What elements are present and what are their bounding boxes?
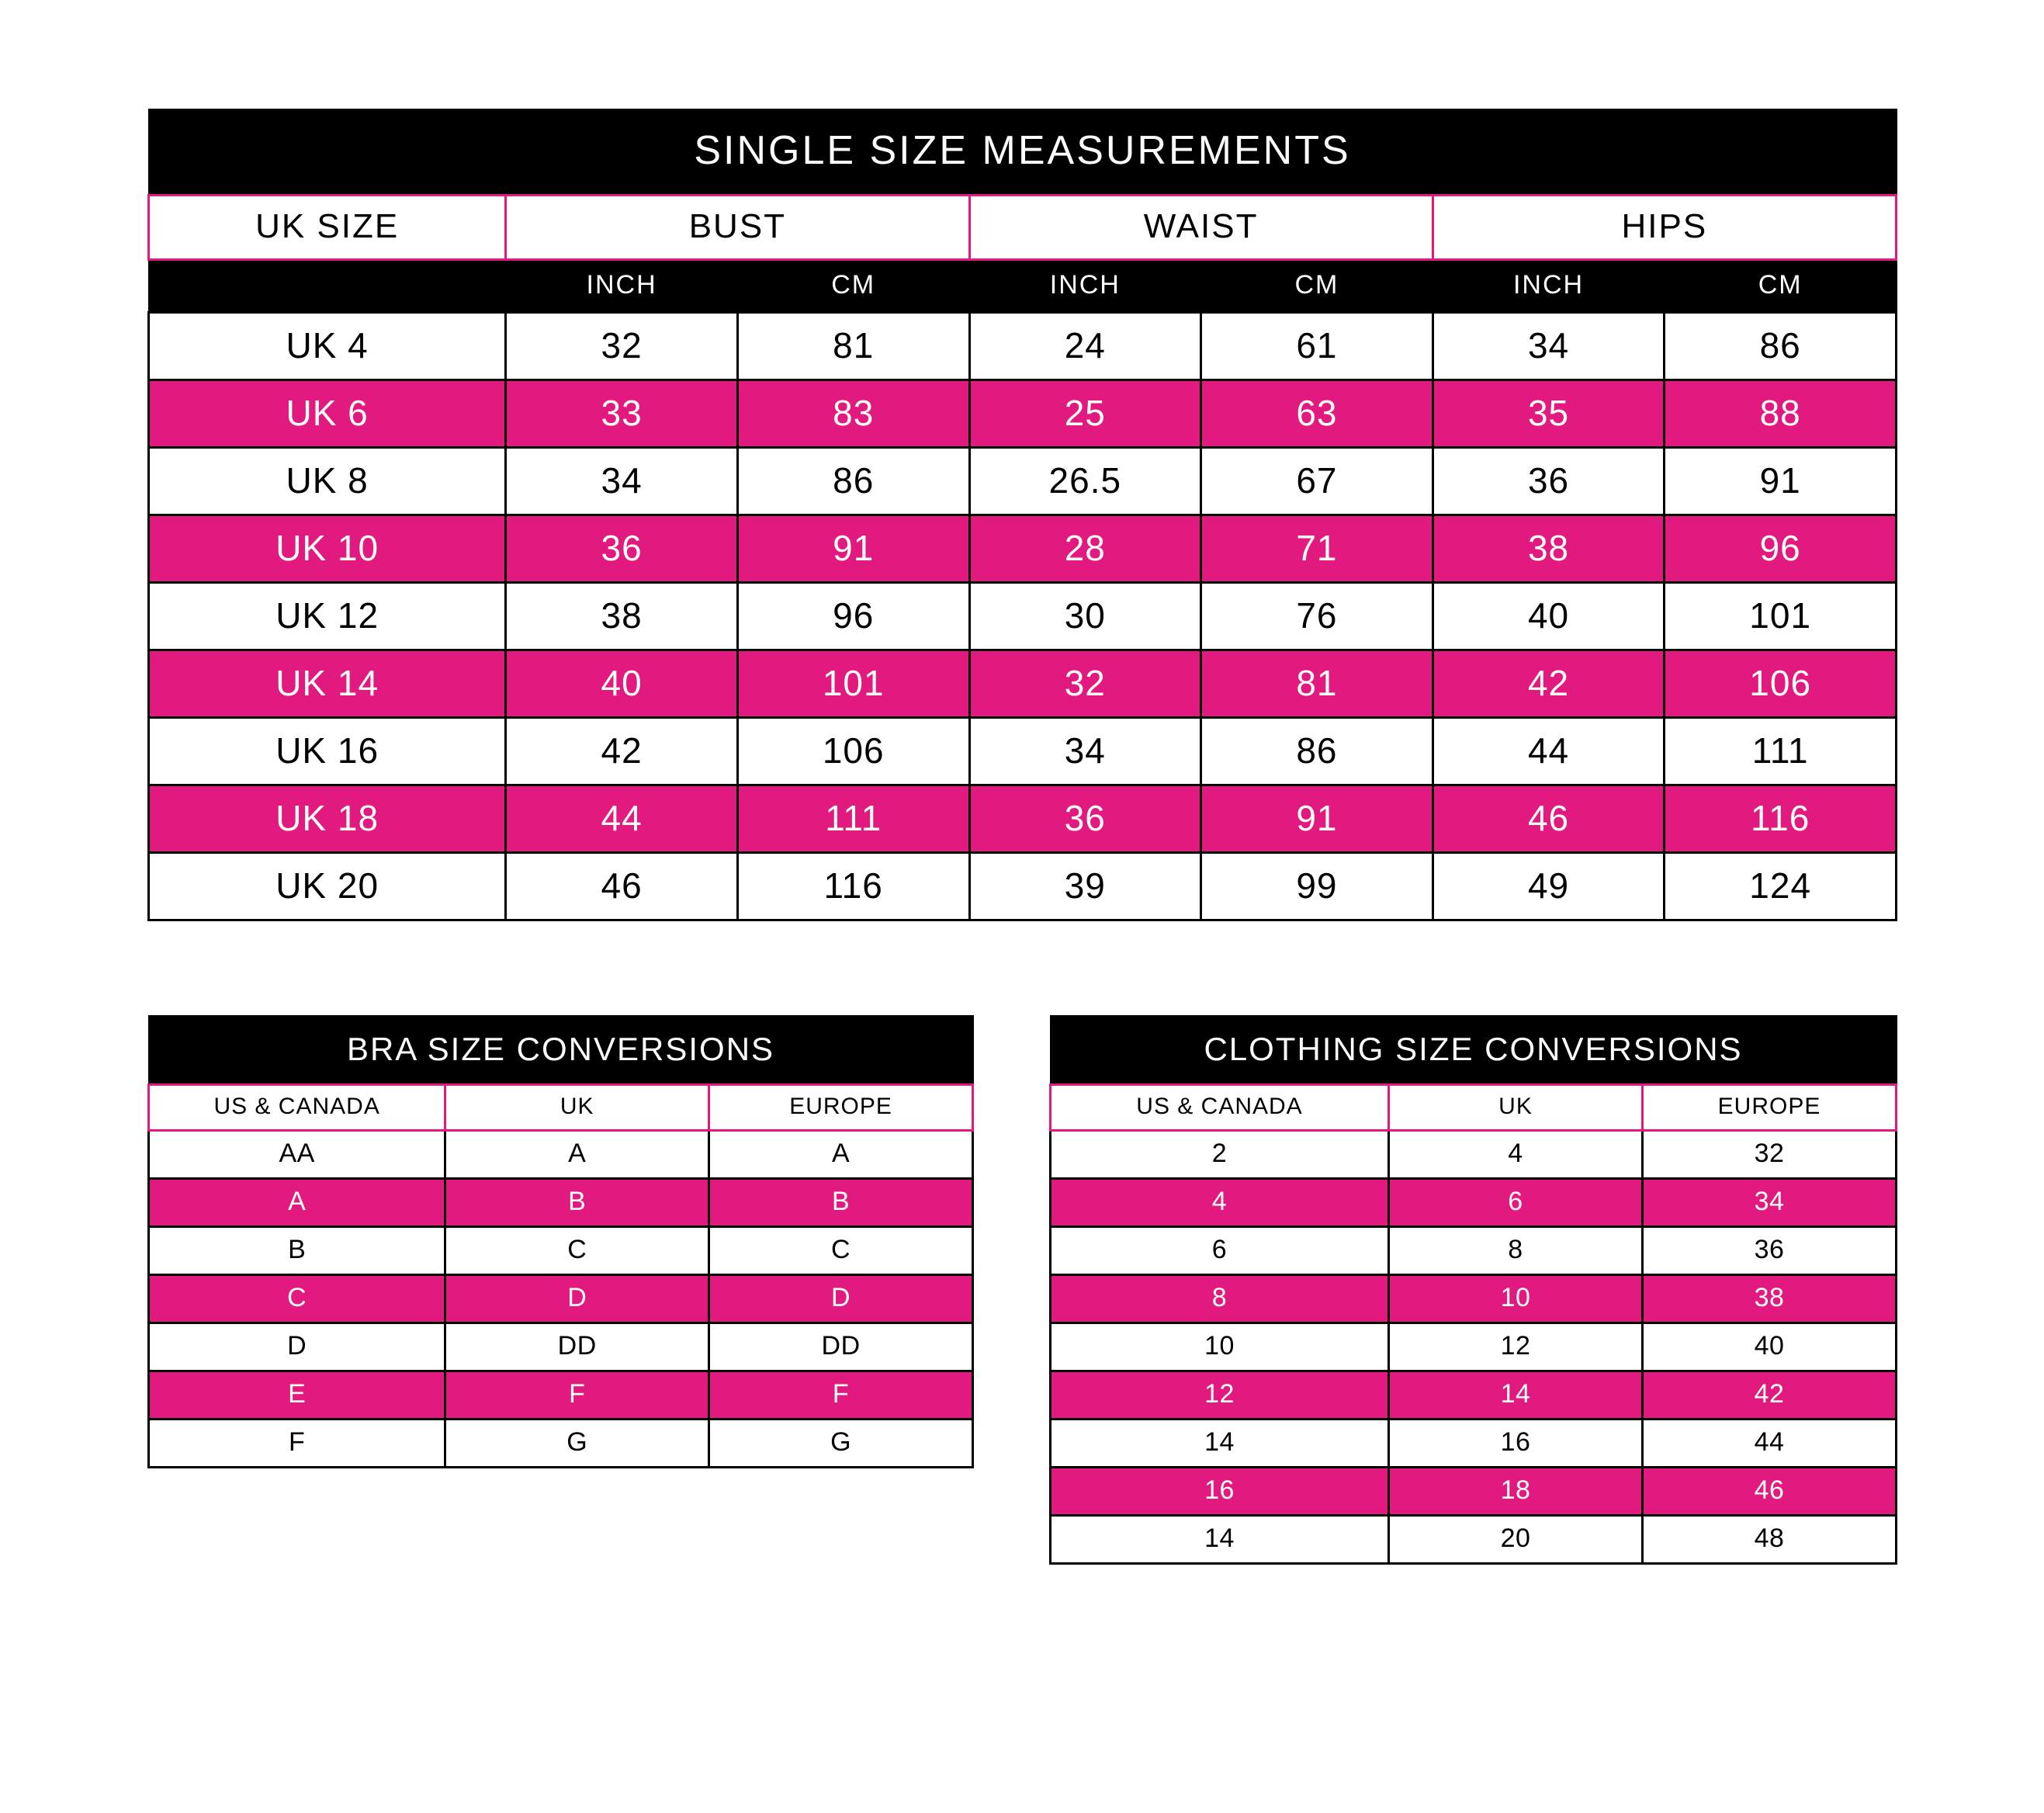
- cell-waist-inch: 24: [969, 313, 1201, 380]
- table-row: [1051, 1323, 1897, 1371]
- cell-europe: 44: [1643, 1420, 1897, 1468]
- table-row: [149, 380, 1897, 448]
- cell-bust-cm: 96: [737, 583, 969, 650]
- table-row: [149, 1420, 973, 1468]
- cell-europe: 40: [1643, 1323, 1897, 1371]
- cell-waist-cm: 71: [1201, 515, 1433, 583]
- cell-bust-inch: 46: [506, 853, 738, 920]
- cell-europe: 48: [1643, 1516, 1897, 1564]
- clothing-size-conversions-table: [1049, 1015, 1897, 1565]
- table-row: [149, 718, 1897, 785]
- cell-waist-inch: 39: [969, 853, 1201, 920]
- table-row: [149, 1131, 973, 1179]
- cell-bust-cm: 116: [737, 853, 969, 920]
- cell-waist-cm: 86: [1201, 718, 1433, 785]
- cell-hips-cm: 88: [1665, 380, 1897, 448]
- cell-waist-cm: 63: [1201, 380, 1433, 448]
- cell-size: UK 20: [149, 853, 506, 920]
- table-row: [1051, 1516, 1897, 1564]
- cell-bust-cm: 106: [737, 718, 969, 785]
- cell-europe: 46: [1643, 1468, 1897, 1516]
- cell-us: 16: [1051, 1468, 1389, 1516]
- cell-hips-inch: 46: [1433, 785, 1665, 853]
- table-row: [149, 1275, 973, 1323]
- cell-hips-inch: 44: [1433, 718, 1665, 785]
- cell-hips-inch: 40: [1433, 583, 1665, 650]
- cell-us: C: [149, 1275, 445, 1323]
- table-row: [1051, 1275, 1897, 1323]
- cell-us: 4: [1051, 1179, 1389, 1227]
- unit-hips-cm: CM: [1665, 260, 1897, 313]
- cell-size: UK 6: [149, 380, 506, 448]
- cell-size: UK 16: [149, 718, 506, 785]
- cell-bust-cm: 83: [737, 380, 969, 448]
- clothing-header-uk: UK: [1389, 1085, 1643, 1131]
- bra-table-header-row: [149, 1085, 973, 1131]
- unit-bust-cm: CM: [737, 260, 969, 313]
- cell-us: 8: [1051, 1275, 1389, 1323]
- table-row: [1051, 1179, 1897, 1227]
- header-bust: BUST: [506, 196, 969, 260]
- cell-waist-cm: 91: [1201, 785, 1433, 853]
- unit-waist-cm: CM: [1201, 260, 1433, 313]
- cell-hips-cm: 86: [1665, 313, 1897, 380]
- cell-europe: 36: [1643, 1227, 1897, 1275]
- cell-waist-inch: 26.5: [969, 448, 1201, 515]
- main-table-title-row: [149, 109, 1897, 196]
- cell-us: D: [149, 1323, 445, 1371]
- table-row: [1051, 1227, 1897, 1275]
- cell-us: A: [149, 1179, 445, 1227]
- table-row: [149, 650, 1897, 718]
- cell-uk: 8: [1389, 1227, 1643, 1275]
- cell-hips-cm: 124: [1665, 853, 1897, 920]
- cell-waist-inch: 25: [969, 380, 1201, 448]
- table-row: [1051, 1420, 1897, 1468]
- header-uk-size: UK SIZE: [149, 196, 506, 260]
- cell-waist-cm: 99: [1201, 853, 1433, 920]
- cell-uk: 20: [1389, 1516, 1643, 1564]
- cell-europe: 32: [1643, 1131, 1897, 1179]
- cell-hips-inch: 49: [1433, 853, 1665, 920]
- cell-bust-inch: 44: [506, 785, 738, 853]
- cell-europe: B: [709, 1179, 973, 1227]
- table-row: [149, 448, 1897, 515]
- cell-uk: F: [445, 1371, 709, 1420]
- header-hips: HIPS: [1433, 196, 1896, 260]
- cell-uk: 4: [1389, 1131, 1643, 1179]
- cell-size: UK 10: [149, 515, 506, 583]
- bra-header-europe: EUROPE: [709, 1085, 973, 1131]
- cell-waist-cm: 61: [1201, 313, 1433, 380]
- cell-bust-inch: 40: [506, 650, 738, 718]
- bra-table-title-row: [149, 1016, 973, 1085]
- cell-waist-inch: 36: [969, 785, 1201, 853]
- cell-europe: F: [709, 1371, 973, 1420]
- cell-uk: DD: [445, 1323, 709, 1371]
- main-table-header-row: [149, 196, 1897, 260]
- cell-uk: 6: [1389, 1179, 1643, 1227]
- cell-bust-inch: 36: [506, 515, 738, 583]
- cell-waist-inch: 32: [969, 650, 1201, 718]
- cell-bust-inch: 38: [506, 583, 738, 650]
- cell-europe: D: [709, 1275, 973, 1323]
- cell-us: E: [149, 1371, 445, 1420]
- cell-uk: G: [445, 1420, 709, 1468]
- table-row: [1051, 1468, 1897, 1516]
- cell-hips-cm: 91: [1665, 448, 1897, 515]
- cell-europe: C: [709, 1227, 973, 1275]
- cell-bust-inch: 42: [506, 718, 738, 785]
- cell-bust-inch: 33: [506, 380, 738, 448]
- cell-hips-cm: 116: [1665, 785, 1897, 853]
- cell-waist-inch: 30: [969, 583, 1201, 650]
- cell-us: 10: [1051, 1323, 1389, 1371]
- table-row: [1051, 1371, 1897, 1420]
- cell-us: B: [149, 1227, 445, 1275]
- clothing-header-us: US & CANADA: [1051, 1085, 1389, 1131]
- units-spacer: [149, 260, 506, 313]
- unit-hips-inch: INCH: [1433, 260, 1665, 313]
- cell-bust-cm: 91: [737, 515, 969, 583]
- bra-size-conversions-table: [147, 1015, 974, 1468]
- cell-waist-inch: 28: [969, 515, 1201, 583]
- cell-bust-cm: 86: [737, 448, 969, 515]
- cell-size: UK 12: [149, 583, 506, 650]
- cell-us: 14: [1051, 1420, 1389, 1468]
- cell-europe: A: [709, 1131, 973, 1179]
- cell-uk: 12: [1389, 1323, 1643, 1371]
- cell-us: 14: [1051, 1516, 1389, 1564]
- table-row: [149, 853, 1897, 920]
- cell-uk: C: [445, 1227, 709, 1275]
- cell-bust-inch: 34: [506, 448, 738, 515]
- cell-waist-cm: 76: [1201, 583, 1433, 650]
- cell-size: UK 4: [149, 313, 506, 380]
- table-row: [1051, 1131, 1897, 1179]
- cell-hips-inch: 35: [1433, 380, 1665, 448]
- table-row: [149, 515, 1897, 583]
- cell-size: UK 14: [149, 650, 506, 718]
- clothing-table-title: CLOTHING SIZE CONVERSIONS: [1051, 1016, 1897, 1085]
- cell-uk: A: [445, 1131, 709, 1179]
- table-row: [149, 1323, 973, 1371]
- cell-bust-cm: 81: [737, 313, 969, 380]
- table-row: [149, 583, 1897, 650]
- cell-hips-inch: 36: [1433, 448, 1665, 515]
- table-row: [149, 785, 1897, 853]
- cell-bust-cm: 101: [737, 650, 969, 718]
- cell-europe: 34: [1643, 1179, 1897, 1227]
- cell-us: 12: [1051, 1371, 1389, 1420]
- cell-waist-inch: 34: [969, 718, 1201, 785]
- cell-uk: 18: [1389, 1468, 1643, 1516]
- table-row: [149, 1227, 973, 1275]
- cell-size: UK 18: [149, 785, 506, 853]
- cell-us: F: [149, 1420, 445, 1468]
- cell-uk: 14: [1389, 1371, 1643, 1420]
- unit-waist-inch: INCH: [969, 260, 1201, 313]
- cell-hips-inch: 34: [1433, 313, 1665, 380]
- table-row: [149, 1371, 973, 1420]
- clothing-header-europe: EUROPE: [1643, 1085, 1897, 1131]
- cell-uk: 16: [1389, 1420, 1643, 1468]
- single-size-measurements-table: [147, 109, 1897, 921]
- cell-size: UK 8: [149, 448, 506, 515]
- bra-table-title: BRA SIZE CONVERSIONS: [149, 1016, 973, 1085]
- cell-hips-inch: 42: [1433, 650, 1665, 718]
- main-table-units-row: [149, 260, 1897, 313]
- cell-uk: 10: [1389, 1275, 1643, 1323]
- cell-uk: B: [445, 1179, 709, 1227]
- cell-us: 6: [1051, 1227, 1389, 1275]
- header-waist: WAIST: [969, 196, 1433, 260]
- cell-europe: DD: [709, 1323, 973, 1371]
- cell-waist-cm: 81: [1201, 650, 1433, 718]
- cell-hips-cm: 101: [1665, 583, 1897, 650]
- bra-header-uk: UK: [445, 1085, 709, 1131]
- cell-europe: G: [709, 1420, 973, 1468]
- cell-bust-cm: 111: [737, 785, 969, 853]
- unit-bust-inch: INCH: [506, 260, 738, 313]
- clothing-table-header-row: [1051, 1085, 1897, 1131]
- bra-header-us: US & CANADA: [149, 1085, 445, 1131]
- cell-hips-cm: 111: [1665, 718, 1897, 785]
- cell-uk: D: [445, 1275, 709, 1323]
- cell-europe: 42: [1643, 1371, 1897, 1420]
- cell-us: 2: [1051, 1131, 1389, 1179]
- cell-bust-inch: 32: [506, 313, 738, 380]
- table-row: [149, 1179, 973, 1227]
- clothing-table-title-row: [1051, 1016, 1897, 1085]
- cell-hips-cm: 96: [1665, 515, 1897, 583]
- cell-hips-cm: 106: [1665, 650, 1897, 718]
- cell-waist-cm: 67: [1201, 448, 1433, 515]
- cell-us: AA: [149, 1131, 445, 1179]
- main-table-title: SINGLE SIZE MEASUREMENTS: [149, 109, 1897, 196]
- cell-hips-inch: 38: [1433, 515, 1665, 583]
- table-row: [149, 313, 1897, 380]
- cell-europe: 38: [1643, 1275, 1897, 1323]
